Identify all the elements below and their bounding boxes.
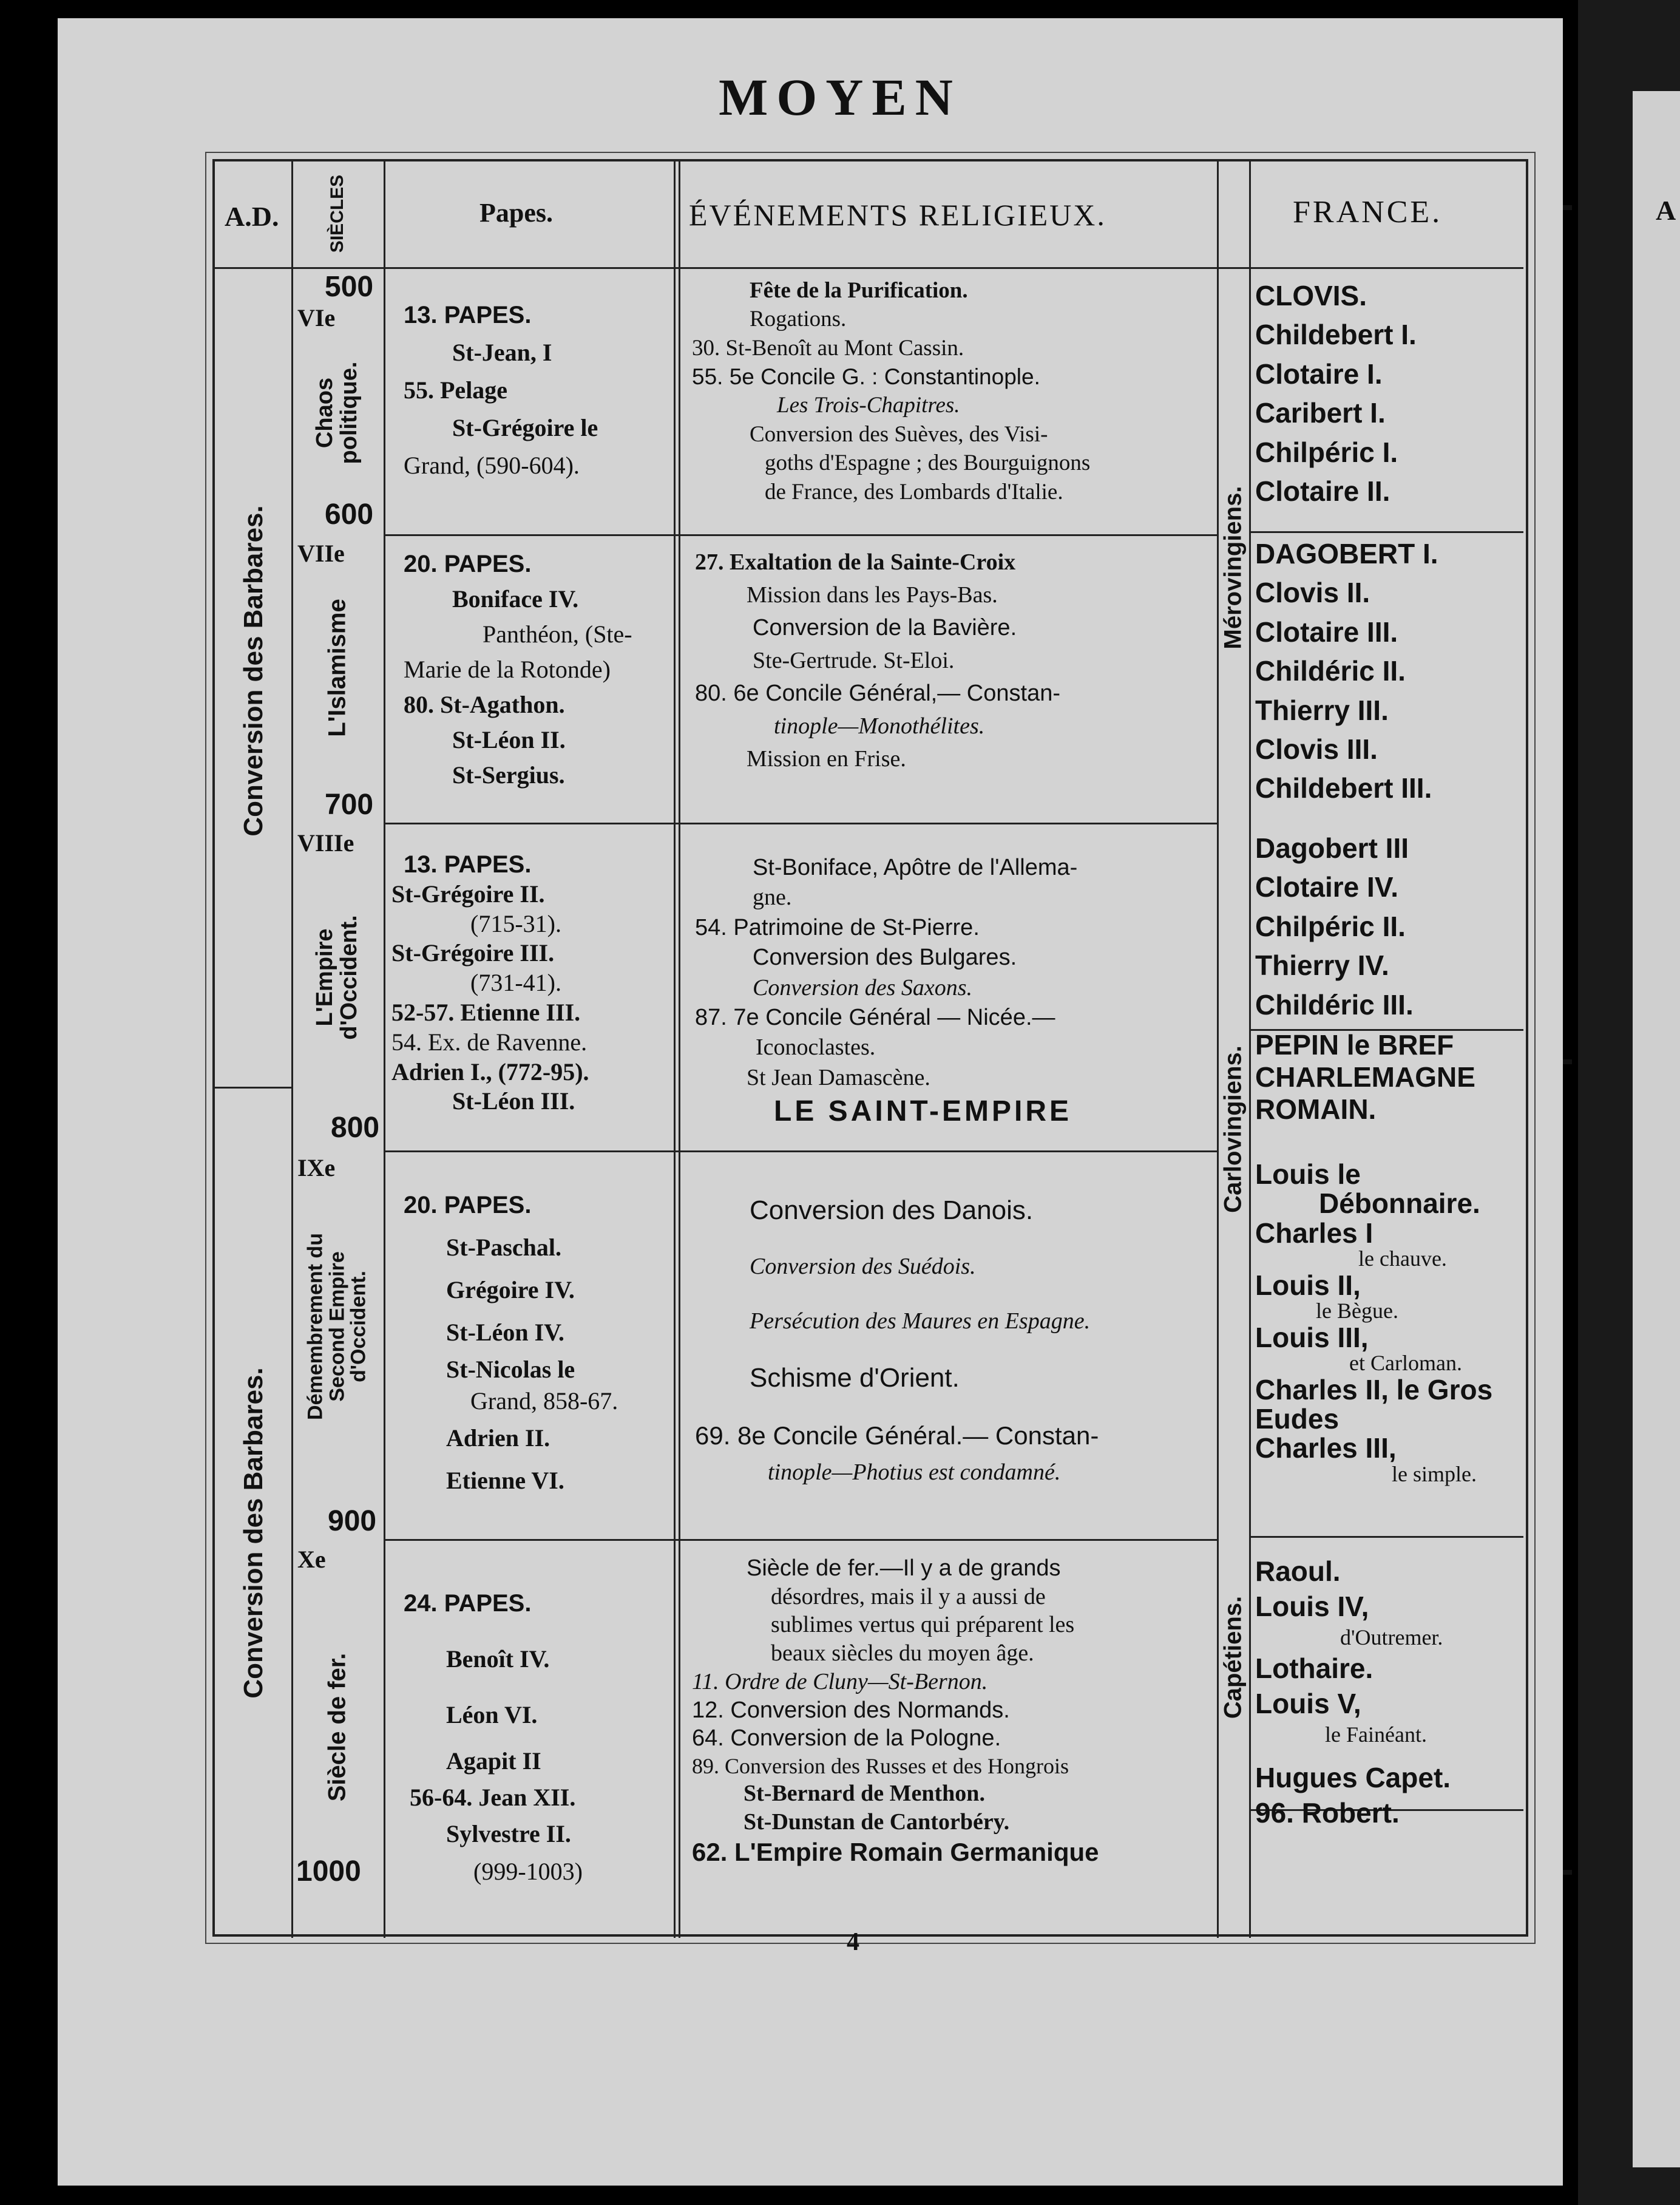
column-divider [1249,159,1251,1938]
dynasty-label: Capétiens. [1219,1595,1247,1719]
list-item: Raoul. [1255,1555,1341,1587]
list-item: tinople—Photius est condamné. [768,1459,1061,1485]
row-divider [384,1539,1217,1541]
list-item: 52-57. Etienne III. [391,998,581,1026]
list-item: Dagobert III [1255,832,1409,864]
row-divider [384,1150,1217,1152]
list-item: 24. PAPES. [404,1590,532,1617]
papes-cell [391,850,589,1116]
list-item: 69. 8e Concile Général.— Constan- [695,1421,1099,1450]
list-item: (731-41). [470,969,561,997]
list-item: St-Léon IV. [446,1319,564,1346]
papes-cell [404,1575,583,1891]
list-item: Adrien I., (772-95). [391,1058,589,1086]
list-item: Panthéon, (Ste- [483,620,632,648]
list-item: St-Léon III. [452,1087,575,1115]
row-divider [384,823,1217,824]
list-item: tinople—Monothélites. [774,713,985,739]
list-item: Childéric III. [1255,988,1414,1021]
list-item: St-Jean, I [452,339,552,366]
list-item: Louis III, [1255,1321,1369,1353]
list-item: Conversion des Saxons. [753,974,973,1001]
list-item: CLOVIS. [1255,280,1367,311]
list-item: Conversion de la Bavière. [753,614,1017,640]
century-label: Chaos politique. [312,361,362,464]
list-item: le Bègue. [1316,1298,1398,1323]
century-roman: VIIIe [297,829,354,857]
list-item: le Fainéant. [1325,1722,1427,1747]
list-item: Iconoclastes. [756,1035,876,1061]
ad-label: Conversion des Barbares. [239,1367,268,1699]
list-item: Fête de la Purification. [750,278,968,303]
list-item: 20. PAPES. [404,1192,532,1218]
century-roman: IXe [297,1154,336,1181]
century-label: Siècle de fer. [323,1653,351,1802]
france-cell [1255,276,1417,511]
list-item: Louis V, [1255,1687,1361,1719]
list-item: Conversion des Suédois. [750,1254,976,1280]
list-item: Clotaire IV. [1255,871,1399,903]
list-item: St-Bernard de Menthon. [743,1781,985,1807]
adjacent-page [1633,91,1680,2167]
list-item: 54. Patrimoine de St-Pierre. [695,914,980,940]
column-divider [674,159,676,1938]
list-item: goths d'Espagne ; des Bourguignons [765,450,1091,476]
adjacent-page-header: A [1656,195,1676,226]
list-item: Etienne VI. [446,1467,564,1494]
list-item: Marie de la Rotonde) [404,656,611,683]
list-item: 13. PAPES. [404,302,532,328]
dynasty-label: Mérovingiens. [1219,486,1247,650]
list-item: DAGOBERT I. [1255,538,1438,569]
dynasty-label: Carlovingiens. [1219,1045,1247,1213]
list-item: Eudes [1255,1403,1340,1435]
list-item: 12. Conversion des Normands. [692,1697,1010,1723]
list-item: désordres, mais il y a aussi de [771,1583,1046,1609]
list-item: LE SAINT-EMPIRE [774,1095,1072,1128]
list-item: Hugues Capet. [1255,1762,1451,1793]
list-item: Grand, 858-67. [470,1387,618,1415]
list-item: Childebert I. [1255,319,1417,351]
century-end: 600 [325,498,374,531]
century-label: L'Empire d'Occident. [312,915,362,1040]
list-item: Childebert III. [1255,772,1432,804]
list-item: St-Grégoire le [452,414,598,441]
list-item: ROMAIN. [1255,1093,1377,1125]
header-evenements: ÉVÉNEMENTS RELIGIEUX. [689,198,1106,232]
france-cell [1255,1554,1451,1830]
row-divider [1249,1536,1523,1538]
list-item: 11. Ordre de Cluny—St-Bernon. [692,1668,988,1694]
papes-cell [404,296,671,484]
list-item: Louis le [1255,1158,1361,1190]
list-item: 54. Ex. de Ravenne. [391,1028,588,1056]
list-item: St-Dunstan de Cantorbéry. [743,1809,1010,1835]
century-end: 1000 [296,1855,361,1887]
ad-label: Conversion des Barbares. [239,505,268,837]
list-item: 13. PAPES. [404,851,532,878]
list-item: Adrien II. [446,1424,550,1452]
list-item: St Jean Damascène. [747,1064,930,1090]
list-item: Thierry III. [1255,694,1389,726]
list-item: 20. PAPES. [404,551,532,577]
column-divider [291,159,293,1938]
list-item: Siècle de fer.—Il y a de grands [747,1555,1061,1581]
list-item: de France, des Lombards d'Italie. [765,479,1063,505]
list-item: gne. [753,885,792,911]
century-label: Démembrement du Second Empire d'Occident. [303,1233,370,1420]
list-item: 89. Conversion des Russes et des Hongrois [692,1754,1069,1779]
list-item: St-Boniface, Apôtre de l'Allema- [753,855,1078,880]
papes-cell [404,1184,618,1502]
list-item: Conversion des Suèves, des Visi- [750,421,1048,447]
list-item: Mission en Frise. [747,746,906,772]
events-cell [695,853,1077,1131]
list-item: St-Grégoire III. [391,939,555,967]
list-item: Agapit II [446,1747,541,1775]
events-cell [692,276,1090,506]
list-item: Chilpéric I. [1255,436,1398,468]
list-item: 96. Robert. [1255,1796,1400,1829]
list-item: CHARLEMAGNE [1255,1061,1475,1093]
header-rule [212,267,1523,269]
list-item: sublimes vertus qui préparent les [771,1612,1075,1638]
list-item: Conversion des Danois. [750,1195,1034,1225]
list-item: Rogations. [750,307,847,332]
list-item: PEPIN le BREF [1255,1028,1454,1061]
header-ad: A.D. [225,201,279,232]
list-item: Léon VI. [446,1701,538,1728]
header-france: FRANCE. [1293,195,1443,229]
list-item: Lothaire. [1255,1653,1373,1684]
row-divider [384,534,1217,536]
events-cell [695,1193,1099,1487]
list-item: et Carloman. [1349,1351,1462,1376]
list-item: St-Sergius. [452,761,565,789]
list-item: Ste-Gertrude. St-Eloi. [753,647,955,673]
list-item: 55. 5e Concile G. : Constantinople. [692,364,1040,390]
events-cell [692,1554,1099,1868]
list-item: 62. L'Empire Romain Germanique [692,1837,1099,1866]
list-item: Clotaire II. [1255,475,1390,507]
list-item: 30. St-Benoît au Mont Cassin. [692,335,964,361]
list-item: 55. Pelage [404,376,508,404]
list-item: Charles III, [1255,1432,1397,1464]
century-end: 700 [325,789,374,821]
list-item: St-Paschal. [446,1234,561,1261]
list-item: Conversion des Bulgares. [753,945,1017,971]
list-item: Charles I [1255,1217,1373,1249]
list-item: Clotaire III. [1255,616,1398,648]
list-item: d'Outremer. [1340,1625,1443,1650]
column-divider [1217,159,1219,1938]
list-item: Boniface IV. [452,585,579,613]
header-siecles: SIÈCLES [327,174,347,253]
list-item: 56-64. Jean XII. [410,1784,576,1811]
column-divider [384,159,385,1938]
list-item: Grégoire IV. [446,1276,575,1303]
century-roman: VIIe [297,540,345,567]
century-roman: VIe [297,304,336,331]
list-item: Schisme d'Orient. [750,1362,960,1393]
list-item: St-Léon II. [452,726,566,753]
page-title: MOYEN [719,68,961,126]
list-item: Sylvestre II. [446,1820,571,1847]
events-cell [695,546,1060,776]
century-start: 500 [325,271,374,303]
row-divider [212,1087,291,1089]
century-roman: Xe [297,1546,326,1573]
list-item: 80. 6e Concile Général,— Constan- [695,680,1060,706]
list-item: Grand, (590-604). [404,452,580,479]
list-item: (999-1003) [473,1858,583,1885]
century-end: 900 [328,1505,377,1537]
list-item: St-Nicolas le [446,1356,575,1383]
list-item: St-Grégoire II. [391,880,545,908]
list-item: Les Trois-Chapitres. [777,393,960,418]
list-item: 27. Exaltation de la Sainte-Croix [695,549,1016,575]
list-item: (715-31). [470,909,561,937]
france-cell [1255,829,1475,1126]
list-item: Mission dans les Pays-Bas. [747,582,998,608]
row-divider [1249,531,1523,533]
list-item: 87. 7e Concile Général — Nicée.— [695,1004,1055,1030]
france-cell [1255,1160,1492,1486]
column-divider [679,159,680,1938]
list-item: le chauve. [1358,1246,1447,1271]
list-item: Clovis II. [1255,577,1370,609]
page-number: 4 [847,1928,859,1956]
list-item: Thierry IV. [1255,950,1389,982]
header-papes: Papes. [479,198,553,228]
france-cell [1255,534,1438,808]
century-label: L'Islamisme [323,599,351,737]
list-item: Benoît IV. [446,1645,550,1673]
list-item: Charles II, le Gros [1255,1373,1493,1405]
list-item: Caribert I. [1255,397,1386,429]
list-item: 80. St-Agathon. [404,691,565,718]
list-item: Persécution des Maures en Espagne. [750,1308,1091,1334]
list-item: Débonnaire. [1319,1187,1480,1220]
century-end: 800 [331,1112,380,1144]
list-item: le simple. [1392,1461,1477,1486]
list-item: Childéric II. [1255,655,1406,687]
list-item: Louis II, [1255,1269,1361,1301]
list-item: Chilpéric II. [1255,910,1406,942]
list-item: Clotaire I. [1255,358,1383,390]
list-item: beaux siècles du moyen âge. [771,1640,1034,1666]
list-item: Clovis III. [1255,733,1378,765]
list-item: Louis IV, [1255,1590,1369,1622]
papes-cell [404,546,632,793]
list-item: 64. Conversion de la Pologne. [692,1725,1001,1751]
